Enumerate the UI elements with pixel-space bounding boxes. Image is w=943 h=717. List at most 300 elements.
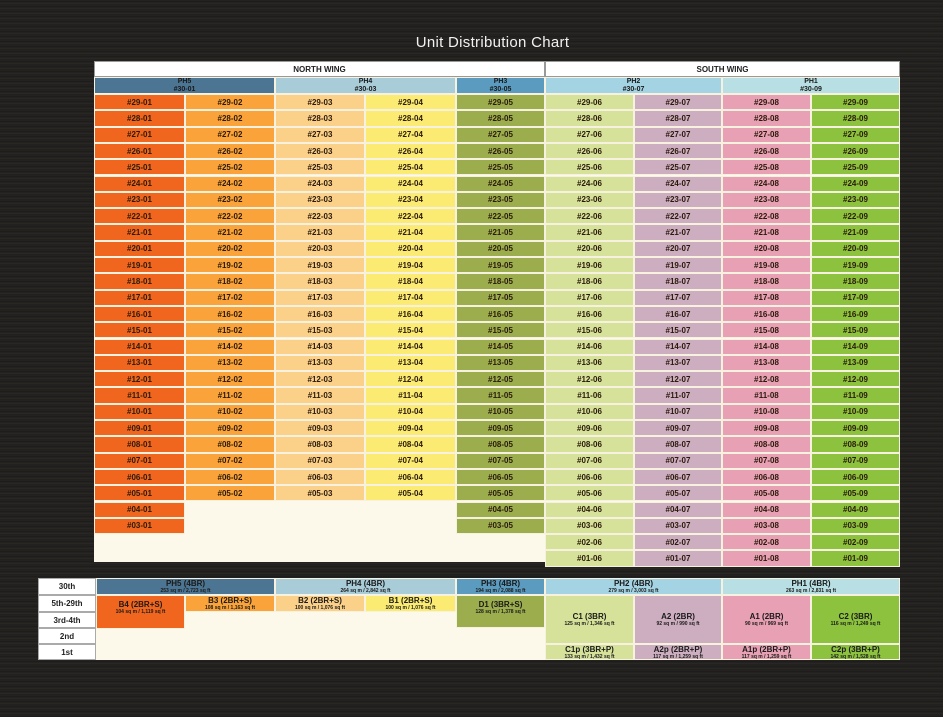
unit-cell: #07-03 bbox=[275, 453, 365, 469]
unit-cell: #09-07 bbox=[634, 420, 722, 436]
column-header-ph4 bbox=[275, 77, 456, 94]
unit-cell: #27-09 bbox=[811, 127, 900, 143]
unit-cell: #25-08 bbox=[722, 159, 811, 175]
unit-cell: #01-06 bbox=[545, 550, 634, 566]
unit-cell: #15-05 bbox=[456, 322, 545, 338]
unit-cell: #06-04 bbox=[365, 469, 456, 485]
unit-cell: #17-02 bbox=[185, 290, 275, 306]
legend-ph4-header bbox=[275, 578, 456, 595]
unit-cell: #09-04 bbox=[365, 420, 456, 436]
unit-cell: #22-03 bbox=[275, 208, 365, 224]
unit-cell: #18-02 bbox=[185, 273, 275, 289]
unit-cell: #10-01 bbox=[94, 404, 185, 420]
unit-cell: #12-01 bbox=[94, 371, 185, 387]
unit-cell: #17-06 bbox=[545, 290, 634, 306]
unit-cell: #05-07 bbox=[634, 485, 722, 501]
legend-type-d1-size: 128 sq m / 1,378 sq ft bbox=[475, 609, 526, 615]
unit-cell: #04-06 bbox=[545, 502, 634, 518]
unit-cell: #05-05 bbox=[456, 485, 545, 501]
unit-cell: #20-03 bbox=[275, 241, 365, 257]
unit-type-legend bbox=[38, 578, 900, 660]
unit-cell: #09-05 bbox=[456, 420, 545, 436]
unit-cell: #11-06 bbox=[545, 387, 634, 403]
unit-cell: #21-07 bbox=[634, 224, 722, 240]
unit-cell: #26-05 bbox=[456, 143, 545, 159]
unit-cell: #09-06 bbox=[545, 420, 634, 436]
legend-type-c2p-size: 142 sq m / 1,528 sq ft bbox=[830, 653, 881, 660]
unit-cell: #11-04 bbox=[365, 387, 456, 403]
unit-cell: #24-09 bbox=[811, 176, 900, 192]
unit-cell: #26-03 bbox=[275, 143, 365, 159]
legend-type-c1p-name: C1p (3BR+P) bbox=[565, 644, 614, 654]
legend-type-a2 bbox=[634, 595, 722, 644]
unit-cell: #26-09 bbox=[811, 143, 900, 159]
unit-cell: #13-03 bbox=[275, 355, 365, 371]
unit-cell: #05-06 bbox=[545, 485, 634, 501]
unit-cell: #18-04 bbox=[365, 273, 456, 289]
unit-cell: #03-05 bbox=[456, 518, 545, 534]
page-title: Unit Distribution Chart bbox=[415, 34, 570, 51]
legend-ph5-size: 253 sq m / 2,723 sq ft bbox=[160, 588, 211, 594]
unit-cell: #15-03 bbox=[275, 322, 365, 338]
legend-type-c1-name: C1 (3BR) bbox=[572, 612, 607, 621]
floor-label-5th-29th: 5th-29th bbox=[38, 595, 96, 612]
unit-cell: #11-03 bbox=[275, 387, 365, 403]
column-header-ph5 bbox=[94, 77, 275, 94]
unit-cell: #13-04 bbox=[365, 355, 456, 371]
legend-type-c1p bbox=[545, 644, 634, 660]
unit-cell: #19-01 bbox=[94, 257, 185, 273]
unit-cell: #25-06 bbox=[545, 159, 634, 175]
unit-cell: #25-05 bbox=[456, 159, 545, 175]
legend-ph3-header bbox=[456, 578, 545, 595]
legend-type-c2-size: 116 sq m / 1,249 sq ft bbox=[830, 621, 881, 627]
unit-cell: #08-08 bbox=[722, 436, 811, 452]
unit-cell: #11-08 bbox=[722, 387, 811, 403]
unit-cell: #15-02 bbox=[185, 322, 275, 338]
floor-label-2nd: 2nd bbox=[38, 628, 96, 644]
unit-cell: #21-06 bbox=[545, 224, 634, 240]
unit-cell: #08-07 bbox=[634, 436, 722, 452]
column-header-ph3 bbox=[456, 77, 545, 94]
legend-ph3-name: PH3 (4BR) bbox=[480, 579, 521, 588]
unit-cell: #17-09 bbox=[811, 290, 900, 306]
unit-cell: #29-01 bbox=[94, 94, 185, 110]
unit-cell: #24-07 bbox=[634, 176, 722, 192]
floor-label-3rd-4th: 3rd-4th bbox=[38, 612, 96, 628]
unit-cell: #19-03 bbox=[275, 257, 365, 273]
legend-type-b1-name: B1 (2BR+S) bbox=[388, 596, 433, 605]
unit-cell: #01-08 bbox=[722, 550, 811, 566]
unit-cell: #26-08 bbox=[722, 143, 811, 159]
unit-cell: #04-01 bbox=[94, 502, 185, 518]
unit-cell: #14-09 bbox=[811, 339, 900, 355]
unit-cell: #27-02 bbox=[185, 127, 275, 143]
column-header-ph3-unit: #30-05 bbox=[489, 85, 512, 93]
legend-type-b3-name: B3 (2BR+S) bbox=[208, 596, 252, 605]
unit-cell: #03-01 bbox=[94, 518, 185, 534]
unit-cell: #20-01 bbox=[94, 241, 185, 257]
legend-ph2-name: PH2 (4BR) bbox=[613, 579, 654, 588]
unit-cell: #12-04 bbox=[365, 371, 456, 387]
unit-cell: #12-08 bbox=[722, 371, 811, 387]
unit-cell: #10-06 bbox=[545, 404, 634, 420]
unit-cell: #02-08 bbox=[722, 534, 811, 550]
column-header-ph4-unit: #30-03 bbox=[354, 85, 377, 93]
unit-cell: #20-06 bbox=[545, 241, 634, 257]
unit-cell: #29-07 bbox=[634, 94, 722, 110]
legend-ph3-size: 194 sq m / 2,088 sq ft bbox=[475, 588, 526, 594]
unit-cell: #16-07 bbox=[634, 306, 722, 322]
unit-cell: #17-01 bbox=[94, 290, 185, 306]
unit-cell: #19-04 bbox=[365, 257, 456, 273]
unit-cell: #27-03 bbox=[275, 127, 365, 143]
unit-cell: #10-09 bbox=[811, 404, 900, 420]
unit-cell: #11-05 bbox=[456, 387, 545, 403]
unit-cell: #24-08 bbox=[722, 176, 811, 192]
unit-cell: #18-06 bbox=[545, 273, 634, 289]
unit-cell: #15-09 bbox=[811, 322, 900, 338]
unit-cell: #28-02 bbox=[185, 110, 275, 126]
unit-cell: #23-07 bbox=[634, 192, 722, 208]
unit-cell: #16-04 bbox=[365, 306, 456, 322]
column-header-ph2 bbox=[545, 77, 722, 94]
unit-cell: #22-07 bbox=[634, 208, 722, 224]
unit-cell: #16-08 bbox=[722, 306, 811, 322]
legend-type-a1 bbox=[722, 595, 811, 644]
legend-type-a2p-name: A2p (2BR+P) bbox=[653, 644, 703, 654]
unit-cell: #12-03 bbox=[275, 371, 365, 387]
unit-cell: #25-02 bbox=[185, 159, 275, 175]
unit-cell: #09-01 bbox=[94, 420, 185, 436]
legend-ph5-name: PH5 (4BR) bbox=[165, 579, 206, 588]
legend-ph1-size: 263 sq m / 2,831 sq ft bbox=[785, 588, 837, 594]
unit-cell: #27-07 bbox=[634, 127, 722, 143]
legend-type-b2-name: B2 (2BR+S) bbox=[298, 596, 342, 605]
unit-cell: #08-01 bbox=[94, 436, 185, 452]
legend-type-b4 bbox=[96, 595, 185, 629]
unit-cell: #24-01 bbox=[94, 176, 185, 192]
unit-cell: #25-04 bbox=[365, 159, 456, 175]
unit-cell: #20-08 bbox=[722, 241, 811, 257]
unit-cell: #02-09 bbox=[811, 534, 900, 550]
unit-cell: #04-09 bbox=[811, 502, 900, 518]
unit-cell: #13-06 bbox=[545, 355, 634, 371]
unit-cell: #18-03 bbox=[275, 273, 365, 289]
unit-cell: #15-04 bbox=[365, 322, 456, 338]
unit-cell: #15-08 bbox=[722, 322, 811, 338]
unit-cell: #07-02 bbox=[185, 453, 275, 469]
unit-cell: #29-09 bbox=[811, 94, 900, 110]
unit-cell: #07-07 bbox=[634, 453, 722, 469]
legend-type-b4-size: 104 sq m / 1,119 sq ft bbox=[115, 609, 166, 615]
unit-cell: #19-05 bbox=[456, 257, 545, 273]
unit-cell: #13-01 bbox=[94, 355, 185, 371]
unit-cell: #16-09 bbox=[811, 306, 900, 322]
unit-cell: #08-03 bbox=[275, 436, 365, 452]
unit-cell: #15-07 bbox=[634, 322, 722, 338]
legend-type-b2-size: 100 sq m / 1,076 sq ft bbox=[294, 605, 346, 611]
unit-cell: #14-08 bbox=[722, 339, 811, 355]
unit-cell: #17-05 bbox=[456, 290, 545, 306]
legend-type-c2 bbox=[811, 595, 900, 644]
unit-cell: #21-03 bbox=[275, 224, 365, 240]
unit-cell: #07-09 bbox=[811, 453, 900, 469]
unit-cell: #06-01 bbox=[94, 469, 185, 485]
unit-cell: #28-05 bbox=[456, 110, 545, 126]
unit-cell: #28-08 bbox=[722, 110, 811, 126]
unit-cell: #08-09 bbox=[811, 436, 900, 452]
unit-cell: #18-05 bbox=[456, 273, 545, 289]
column-header-ph4-name: PH4 bbox=[358, 77, 373, 85]
legend-ph4-name: PH4 (4BR) bbox=[345, 579, 386, 588]
north-wing-header: NORTH WING bbox=[94, 61, 545, 77]
unit-cell: #22-06 bbox=[545, 208, 634, 224]
unit-cell: #21-04 bbox=[365, 224, 456, 240]
unit-cell: #22-09 bbox=[811, 208, 900, 224]
unit-cell: #10-05 bbox=[456, 404, 545, 420]
unit-cell: #18-01 bbox=[94, 273, 185, 289]
unit-cell: #14-04 bbox=[365, 339, 456, 355]
column-header-ph3-name: PH3 bbox=[493, 77, 508, 85]
unit-cell: #25-03 bbox=[275, 159, 365, 175]
legend-type-b3-size: 108 sq m / 1,163 sq ft bbox=[204, 605, 256, 611]
unit-cell: #01-09 bbox=[811, 550, 900, 566]
unit-cell: #07-01 bbox=[94, 453, 185, 469]
unit-cell: #23-02 bbox=[185, 192, 275, 208]
unit-cell: #27-05 bbox=[456, 127, 545, 143]
legend-type-d1-name: D1 (3BR+S) bbox=[478, 600, 523, 609]
unit-cell: #12-09 bbox=[811, 371, 900, 387]
column-header-ph1 bbox=[722, 77, 900, 94]
unit-cell: #14-07 bbox=[634, 339, 722, 355]
unit-cell: #11-01 bbox=[94, 387, 185, 403]
unit-cell: #10-08 bbox=[722, 404, 811, 420]
unit-cell: #23-01 bbox=[94, 192, 185, 208]
column-header-ph1-unit: #30-09 bbox=[800, 85, 822, 93]
unit-cell: #10-02 bbox=[185, 404, 275, 420]
unit-cell: #20-09 bbox=[811, 241, 900, 257]
unit-cell: #06-08 bbox=[722, 469, 811, 485]
unit-cell: #28-07 bbox=[634, 110, 722, 126]
column-header-ph2-name: PH2 bbox=[626, 77, 641, 85]
legend-type-a1-size: 90 sq m / 969 sq ft bbox=[744, 621, 789, 627]
unit-cell: #07-08 bbox=[722, 453, 811, 469]
unit-cell: #02-06 bbox=[545, 534, 634, 550]
unit-cell: #20-07 bbox=[634, 241, 722, 257]
unit-cell: #28-04 bbox=[365, 110, 456, 126]
unit-cell: #27-08 bbox=[722, 127, 811, 143]
unit-cell: #29-05 bbox=[456, 94, 545, 110]
floor-label-30th: 30th bbox=[38, 578, 96, 595]
legend-ph4-size: 264 sq m / 2,842 sq ft bbox=[340, 588, 391, 594]
legend-type-a2p-size: 117 sq m / 1,259 sq ft bbox=[653, 653, 703, 660]
unit-cell: #29-04 bbox=[365, 94, 456, 110]
unit-cell: #12-05 bbox=[456, 371, 545, 387]
unit-cell: #15-01 bbox=[94, 322, 185, 338]
unit-cell: #11-07 bbox=[634, 387, 722, 403]
floor-label-1st: 1st bbox=[38, 644, 96, 660]
unit-cell: #12-07 bbox=[634, 371, 722, 387]
unit-cell: #14-02 bbox=[185, 339, 275, 355]
unit-cell: #15-06 bbox=[545, 322, 634, 338]
unit-cell: #05-04 bbox=[365, 485, 456, 501]
unit-cell: #17-08 bbox=[722, 290, 811, 306]
unit-cell: #14-01 bbox=[94, 339, 185, 355]
unit-cell: #21-01 bbox=[94, 224, 185, 240]
legend-type-b4-name: B4 (2BR+S) bbox=[118, 600, 163, 609]
unit-cell: #20-05 bbox=[456, 241, 545, 257]
unit-cell: #21-09 bbox=[811, 224, 900, 240]
unit-cell: #18-08 bbox=[722, 273, 811, 289]
unit-cell: #14-05 bbox=[456, 339, 545, 355]
unit-cell: #28-01 bbox=[94, 110, 185, 126]
unit-cell: #13-09 bbox=[811, 355, 900, 371]
unit-cell: #04-05 bbox=[456, 502, 545, 518]
unit-cell: #19-09 bbox=[811, 257, 900, 273]
unit-cell: #27-06 bbox=[545, 127, 634, 143]
unit-cell: #04-08 bbox=[722, 502, 811, 518]
unit-cell: #18-07 bbox=[634, 273, 722, 289]
unit-cell: #01-07 bbox=[634, 550, 722, 566]
unit-cell: #06-03 bbox=[275, 469, 365, 485]
unit-cell: #12-06 bbox=[545, 371, 634, 387]
legend-type-b3 bbox=[185, 595, 275, 612]
unit-cell: #13-02 bbox=[185, 355, 275, 371]
unit-cell: #07-05 bbox=[456, 453, 545, 469]
legend-type-c2p-name: C2p (3BR+P) bbox=[831, 644, 880, 654]
unit-cell: #26-01 bbox=[94, 143, 185, 159]
unit-cell: #09-02 bbox=[185, 420, 275, 436]
unit-cell: #05-09 bbox=[811, 485, 900, 501]
unit-cell: #24-06 bbox=[545, 176, 634, 192]
unit-cell: #11-09 bbox=[811, 387, 900, 403]
unit-cell: #10-04 bbox=[365, 404, 456, 420]
unit-cell: #22-01 bbox=[94, 208, 185, 224]
unit-cell: #27-04 bbox=[365, 127, 456, 143]
unit-cell: #26-02 bbox=[185, 143, 275, 159]
unit-cell: #06-07 bbox=[634, 469, 722, 485]
column-header-ph5-name: PH5 bbox=[177, 77, 192, 85]
unit-cell: #05-01 bbox=[94, 485, 185, 501]
unit-cell: #12-02 bbox=[185, 371, 275, 387]
unit-cell: #14-06 bbox=[545, 339, 634, 355]
legend-type-b1-size: 100 sq m / 1,076 sq ft bbox=[385, 605, 436, 611]
unit-cell: #03-06 bbox=[545, 518, 634, 534]
unit-cell: #19-02 bbox=[185, 257, 275, 273]
unit-cell: #18-09 bbox=[811, 273, 900, 289]
column-header-ph2-unit: #30-07 bbox=[622, 85, 645, 93]
unit-cell: #09-09 bbox=[811, 420, 900, 436]
unit-cell: #04-07 bbox=[634, 502, 722, 518]
unit-cell: #29-08 bbox=[722, 94, 811, 110]
unit-cell: #05-03 bbox=[275, 485, 365, 501]
unit-cell: #16-03 bbox=[275, 306, 365, 322]
legend-ph1-header bbox=[722, 578, 900, 595]
legend-ph2-size: 279 sq m / 3,003 sq ft bbox=[608, 588, 659, 594]
legend-type-a2-size: 92 sq m / 990 sq ft bbox=[656, 621, 700, 627]
unit-cell: #14-03 bbox=[275, 339, 365, 355]
unit-cell: #26-04 bbox=[365, 143, 456, 159]
legend-type-a2-name: A2 (2BR) bbox=[661, 612, 695, 621]
unit-cell: #19-08 bbox=[722, 257, 811, 273]
legend-ph2-header bbox=[545, 578, 722, 595]
unit-cell: #13-08 bbox=[722, 355, 811, 371]
unit-cell: #16-01 bbox=[94, 306, 185, 322]
legend-type-c2p bbox=[811, 644, 900, 660]
unit-cell: #10-03 bbox=[275, 404, 365, 420]
unit-cell: #06-02 bbox=[185, 469, 275, 485]
unit-cell: #19-06 bbox=[545, 257, 634, 273]
legend-type-c2-name: C2 (3BR) bbox=[838, 612, 873, 621]
column-header-ph1-name: PH1 bbox=[804, 77, 818, 85]
unit-cell: #25-09 bbox=[811, 159, 900, 175]
unit-cell: #23-08 bbox=[722, 192, 811, 208]
legend-ph1-name: PH1 (4BR) bbox=[791, 579, 831, 588]
unit-cell: #16-05 bbox=[456, 306, 545, 322]
unit-cell: #27-01 bbox=[94, 127, 185, 143]
unit-cell: #06-06 bbox=[545, 469, 634, 485]
unit-cell: #17-04 bbox=[365, 290, 456, 306]
legend-type-c1 bbox=[545, 595, 634, 644]
unit-cell: #06-09 bbox=[811, 469, 900, 485]
unit-cell: #26-06 bbox=[545, 143, 634, 159]
column-header-ph5-unit: #30-01 bbox=[173, 85, 196, 93]
unit-cell: #02-07 bbox=[634, 534, 722, 550]
unit-cell: #22-02 bbox=[185, 208, 275, 224]
unit-cell: #24-04 bbox=[365, 176, 456, 192]
unit-cell: #13-05 bbox=[456, 355, 545, 371]
unit-cell: #06-05 bbox=[456, 469, 545, 485]
legend-type-a1p-size: 117 sq m / 1,259 sq ft bbox=[741, 653, 792, 660]
legend-type-a1p-name: A1p (2BR+P) bbox=[742, 644, 791, 654]
unit-cell: #21-05 bbox=[456, 224, 545, 240]
legend-type-a1p bbox=[722, 644, 811, 660]
unit-cell: #03-08 bbox=[722, 518, 811, 534]
unit-cell: #03-09 bbox=[811, 518, 900, 534]
unit-cell: #22-08 bbox=[722, 208, 811, 224]
unit-cell: #16-02 bbox=[185, 306, 275, 322]
unit-cell: #23-05 bbox=[456, 192, 545, 208]
unit-cell: #07-06 bbox=[545, 453, 634, 469]
legend-ph5-header bbox=[96, 578, 275, 595]
unit-cell: #05-02 bbox=[185, 485, 275, 501]
unit-cell: #21-02 bbox=[185, 224, 275, 240]
unit-cell: #28-06 bbox=[545, 110, 634, 126]
unit-cell: #25-01 bbox=[94, 159, 185, 175]
legend-type-c1p-size: 133 sq m / 1,432 sq ft bbox=[564, 653, 615, 660]
unit-cell: #17-07 bbox=[634, 290, 722, 306]
unit-cell: #16-06 bbox=[545, 306, 634, 322]
unit-grid bbox=[94, 61, 900, 562]
unit-cell: #05-08 bbox=[722, 485, 811, 501]
unit-cell: #26-07 bbox=[634, 143, 722, 159]
unit-cell: #23-06 bbox=[545, 192, 634, 208]
unit-cell: #03-07 bbox=[634, 518, 722, 534]
unit-cell: #10-07 bbox=[634, 404, 722, 420]
unit-cell: #07-04 bbox=[365, 453, 456, 469]
unit-cell: #08-02 bbox=[185, 436, 275, 452]
unit-cell: #29-06 bbox=[545, 94, 634, 110]
legend-type-a2p bbox=[634, 644, 722, 660]
unit-cell: #28-03 bbox=[275, 110, 365, 126]
unit-cell: #24-03 bbox=[275, 176, 365, 192]
unit-cell: #23-09 bbox=[811, 192, 900, 208]
unit-cell: #11-02 bbox=[185, 387, 275, 403]
unit-cell: #09-08 bbox=[722, 420, 811, 436]
legend-type-a1-name: A1 (2BR) bbox=[749, 612, 784, 621]
unit-cell: #20-02 bbox=[185, 241, 275, 257]
